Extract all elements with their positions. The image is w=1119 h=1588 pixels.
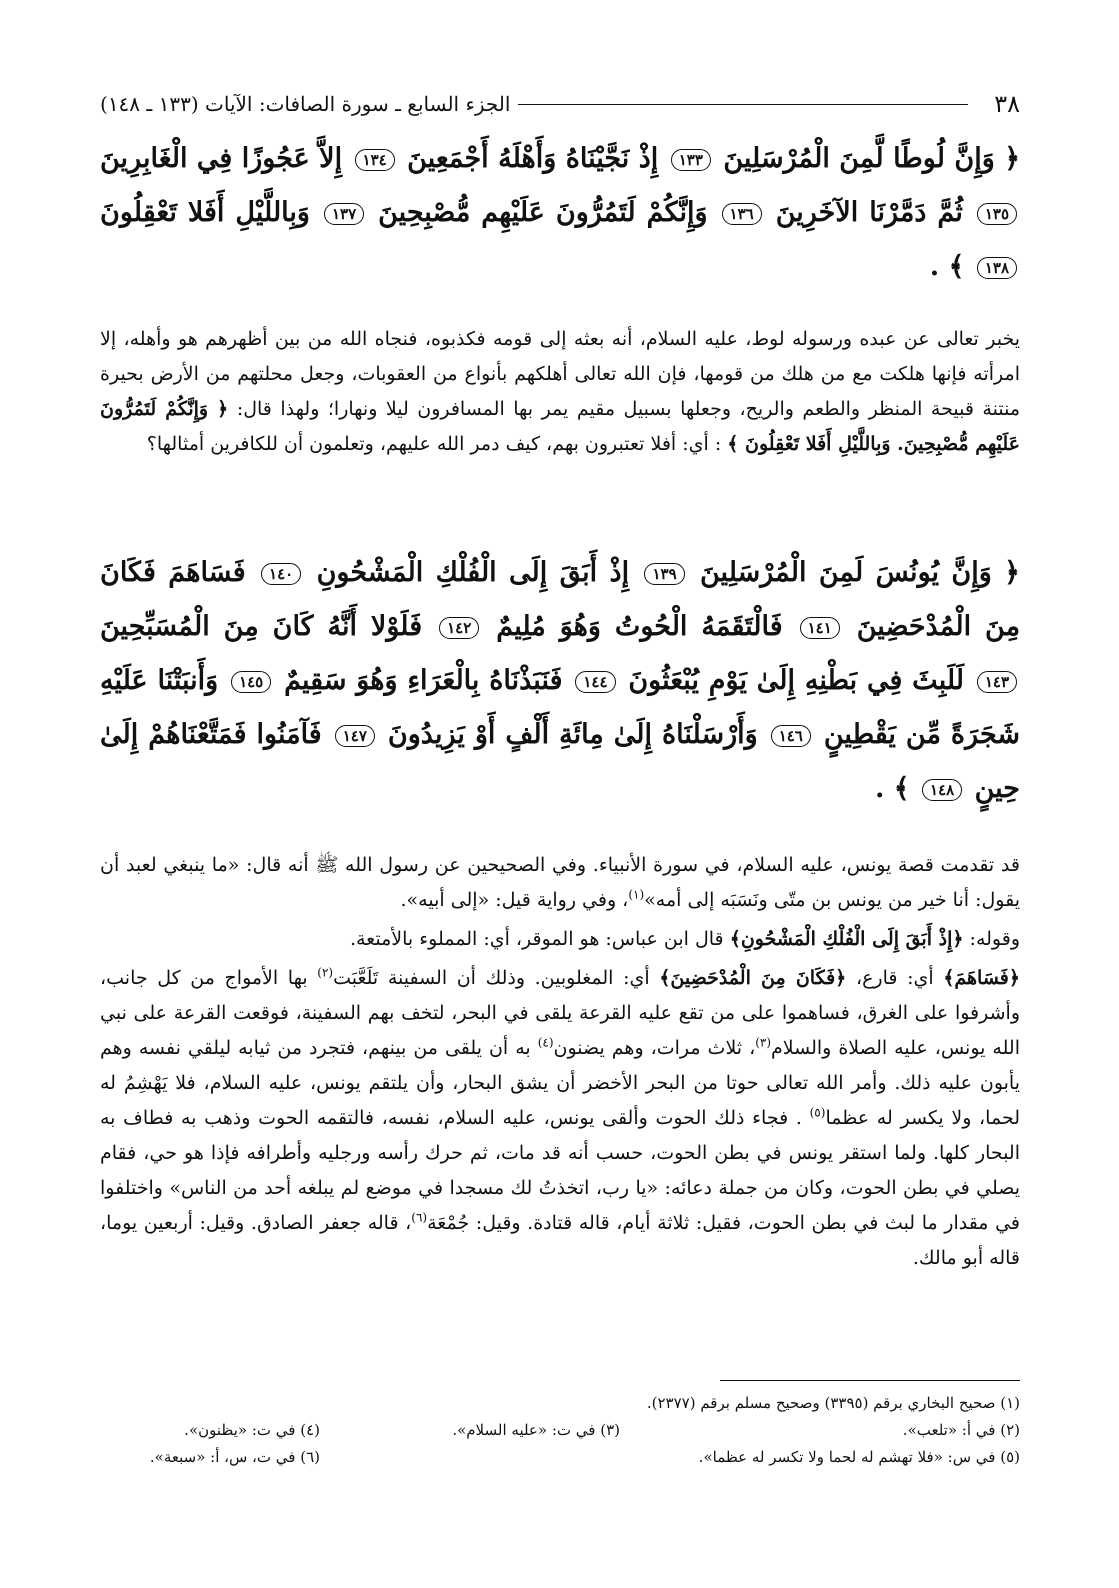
page-header <box>100 84 1020 124</box>
footnote-row <box>100 1417 1020 1444</box>
verse-text: لَلَبِثَ فِي بَطْنِهِ إِلَىٰ يَوْمِ يُبْعَثُونَ <box>628 665 965 696</box>
verse-close-bracket: ﴾ . <box>929 251 965 282</box>
footnote-6: (٦) في ت، س، أ: «سبعة». <box>149 1448 320 1466</box>
footnote-5: (٥) في س: «فلا تهشم له لحما ولا تكسر له عظما». <box>698 1448 1020 1466</box>
ayah-number: ١٣٤ <box>355 149 395 171</box>
verse-text: وَإِنَّ يُونُسَ لَمِنَ الْمُرْسَلِينَ <box>700 557 992 588</box>
header-rule <box>518 104 968 105</box>
commentary-paragraph <box>100 961 1020 1276</box>
verse-open-bracket: ﴿ <box>1004 143 1021 174</box>
footnote-row <box>100 1444 1020 1471</box>
ayah-number: ١٤١ <box>800 617 840 639</box>
commentary-paragraph <box>100 848 1020 918</box>
ayah-number: ١٣٥ <box>977 203 1017 225</box>
ayah-number: ١٣٦ <box>722 203 762 225</box>
footnotes <box>100 1390 1020 1471</box>
quoted-verse: ﴿ وَإِنَّكُمْ لَتَمُرُّونَ عَلَيْهِم مُّصْبِحِينَ. وَبِاللَّيْلِ أَفَلا تَعْقِلُونَ ﴾ <box>100 398 1020 455</box>
footnote-3: (٣) في ت: «عليه السلام». <box>452 1421 620 1439</box>
ayah-number: ١٤٤ <box>575 671 615 693</box>
commentary-text: أي: قارع، <box>855 967 934 989</box>
footnote-1: (١) صحيح البخاري برقم (٣٣٩٥) وصحيح مسلم برقم (٢٣٧٧). <box>646 1394 1020 1412</box>
verse-close-bracket: ﴾ . <box>874 773 910 804</box>
verse-text: فَسَاهَمَ فَكَانَ مِنَ الْمُدْحَضِينَ <box>100 557 1021 642</box>
footnote-marker: (٤) <box>537 1035 554 1050</box>
verse-text: وَبِاللَّيْلِ أَفَلا تَعْقِلُونَ <box>100 197 310 228</box>
footnote-4: (٤) في ت: «يظنون». <box>184 1421 320 1439</box>
verse-text: إِلاَّ عَجُوزًا فِي الْغَابِرِينَ <box>100 143 343 174</box>
ayah-number: ١٣٨ <box>977 257 1017 279</box>
verse-text: فَلَوْلا أَنَّهُ كَانَ مِنَ الْمُسَبِّحِينَ <box>100 611 423 642</box>
verse-text: فَنَبَذْنَاهُ بِالْعَرَاءِ وَهُوَ سَقِيمٌ <box>284 665 563 696</box>
footnote-marker: (١) <box>628 887 645 902</box>
verse-text: إِذْ أَبَقَ إِلَى الْفُلْكِ الْمَشْحُونِ <box>316 557 630 588</box>
commentary-text: قد تقدمت قصة يونس، عليه السلام، في سورة الأنبياء. وفي الصحيحين عن رسول الله ﷺ أنه قال: «ما ينبغي لعبد أن يقول: أنا خير من يونس بن متّى ونَسَبَه إلى أمه» <box>100 854 1020 911</box>
verse-text: إِذْ نَجَّيْنَاهُ وَأَهْلَهُ أَجْمَعِينَ <box>407 143 659 174</box>
footnote-rule <box>720 1380 1020 1381</box>
verse-text: وَأَنبَتْنَا عَلَيْهِ شَجَرَةً مِّن يَقْطِينٍ <box>100 665 1021 750</box>
quoted-verse: ﴿فَكَانَ مِنَ الْمُدْحَضِينَ﴾ <box>659 967 847 989</box>
document-page <box>100 84 1020 1524</box>
verse-open-bracket: ﴿ <box>1004 557 1020 588</box>
commentary-text: يخبر تعالى عن عبده ورسوله لوط، عليه السلام، أنه بعثه إلى قومه فكذبوه، فنجاه الله من بين أظهرهم هو وأهله، إلا امرأته فإنها هلكت مع من هلك من قومها، فإن الله تعالى أهلكهم بأنواع من العقوبات، وجعل محلتهم من الأرض بحيرة منتنة قبيحة المنظر والطعم والريح، وجعلها بسبيل مقيم يمر بها المسافرون ليلا ونهارا؛ ولهذا قال: <box>100 328 1020 420</box>
ayah-number: ١٣٧ <box>324 203 364 225</box>
footnote-row <box>100 1390 1020 1417</box>
footnote-2: (٢) في أ: «تلعب». <box>902 1421 1020 1439</box>
footnote-marker: (٢) <box>317 965 334 980</box>
commentary-text: ، قاله جعفر الصادق. وقيل: أربعين يوما، قاله أبو مالك. <box>100 1212 1020 1269</box>
footnote-marker: (٦) <box>411 1210 428 1225</box>
quoted-verse: ﴿فَسَاهَمَ﴾ <box>943 967 1021 989</box>
verse-text: فَآمَنُوا فَمَتَّعْنَاهُمْ إِلَىٰ حِينٍ <box>100 719 1020 804</box>
commentary-text: ، ثلاث مرات، وهم يضنون <box>553 1037 756 1059</box>
footnote-marker: (٥) <box>809 1105 826 1120</box>
page-number: ٣٨ <box>994 90 1020 118</box>
ayah-number: ١٤٨ <box>922 779 962 801</box>
commentary-text: وقوله: <box>969 928 1020 950</box>
commentary-paragraph <box>100 922 1020 957</box>
commentary-text: . فجاء ذلك الحوت وألقى يونس، عليه السلام، نفسه، فالتقمه الحوت وذهب به فطاف به البحار كلها. ولما استقر يونس في بطن الحوت، حسب أنه قد مات، ثم حرك رأسه ورجليه وأطرافه فإذا هو حي، فقام يصلي في بطن الحوت، وكان من جملة دعائه: «يا رب، اتخذتُ لك مسجدا في موضع لم يبلغه أحد من الناس» واختلفوا في مقدار ما لبث في بطن الحوت، فقيل: ثلاثة أيام، قاله قتادة. وقيل: جُمْعَة <box>100 1107 1021 1234</box>
quoted-verse: ﴿إِذْ أَبَقَ إِلَى الْفُلْكِ الْمَشْحُونِ﴾ <box>729 928 964 950</box>
commentary-text: ، وفي رواية قيل: «إلى أبيه». <box>400 889 629 911</box>
verse-text: وَإِنَّكُمْ لَتَمُرُّونَ عَلَيْهِم مُّصْبِحِينَ <box>378 197 708 228</box>
commentary-text: أي: المغلوبين. وذلك أن السفينة تَلَعَّبَت <box>333 967 650 989</box>
verse-text: وَأَرْسَلْنَاهُ إِلَىٰ مِائَةِ أَلْفٍ أَوْ يَزِيدُونَ <box>387 719 758 750</box>
running-title: الجزء السابع ـ سورة الصافات: الآيات (١٣٣ ـ ١٤٨) <box>100 92 511 116</box>
verse-text: فَالْتَقَمَهُ الْحُوتُ وَهُوَ مُلِيمٌ <box>496 611 783 642</box>
commentary-yunus <box>100 848 1020 1276</box>
ayah-number: ١٣٣ <box>671 149 711 171</box>
commentary-text: بها الأمواج من كل جانب، وأشرفوا على الغرق، فساهموا على من تقع عليه القرعة يلقى في البحر، لتخف بهم السفينة، فوقعت القرعة على نبي الله يونس، عليه الصلاة والسلام <box>100 967 1020 1059</box>
commentary-lot <box>100 322 1020 462</box>
footnote-marker: (٣) <box>755 1035 772 1050</box>
ayah-number: ١٤٠ <box>261 563 301 585</box>
ayah-number: ١٣٩ <box>644 563 684 585</box>
verse-text: وَإِنَّ لُوطًا لَّمِنَ الْمُرْسَلِينَ <box>723 143 995 174</box>
ayah-number: ١٤٧ <box>335 725 375 747</box>
verse-text: ثُمَّ دَمَّرْنَا الآخَرِينَ <box>775 197 963 228</box>
commentary-text: قال ابن عباس: هو الموقر، أي: المملوء بالأمتعة. <box>349 928 724 950</box>
ayah-number: ١٤٢ <box>439 617 479 639</box>
ayah-number: ١٤٥ <box>231 671 271 693</box>
commentary-text: : أي: أفلا تعتبرون بهم، كيف دمر الله عليهم، وتعلمون أن للكافرين أمثالها؟ <box>146 433 722 455</box>
quran-passage-lot <box>100 132 1020 294</box>
quran-passage-yunus <box>100 546 1020 816</box>
ayah-number: ١٤٦ <box>771 725 811 747</box>
ayah-number: ١٤٣ <box>977 671 1017 693</box>
commentary-text: به أن يلقى من بينهم، فتجرد من ثيابه ليلقي نفسه وهم يأبون عليه ذلك. وأمر الله تعالى حوتا من البحر الأخضر أن يشق البحار، وأن يلتقم يونس، عليه السلام، فلا يَهْشِمُ له لحما، ولا يكسر له عظما <box>100 1037 1021 1129</box>
